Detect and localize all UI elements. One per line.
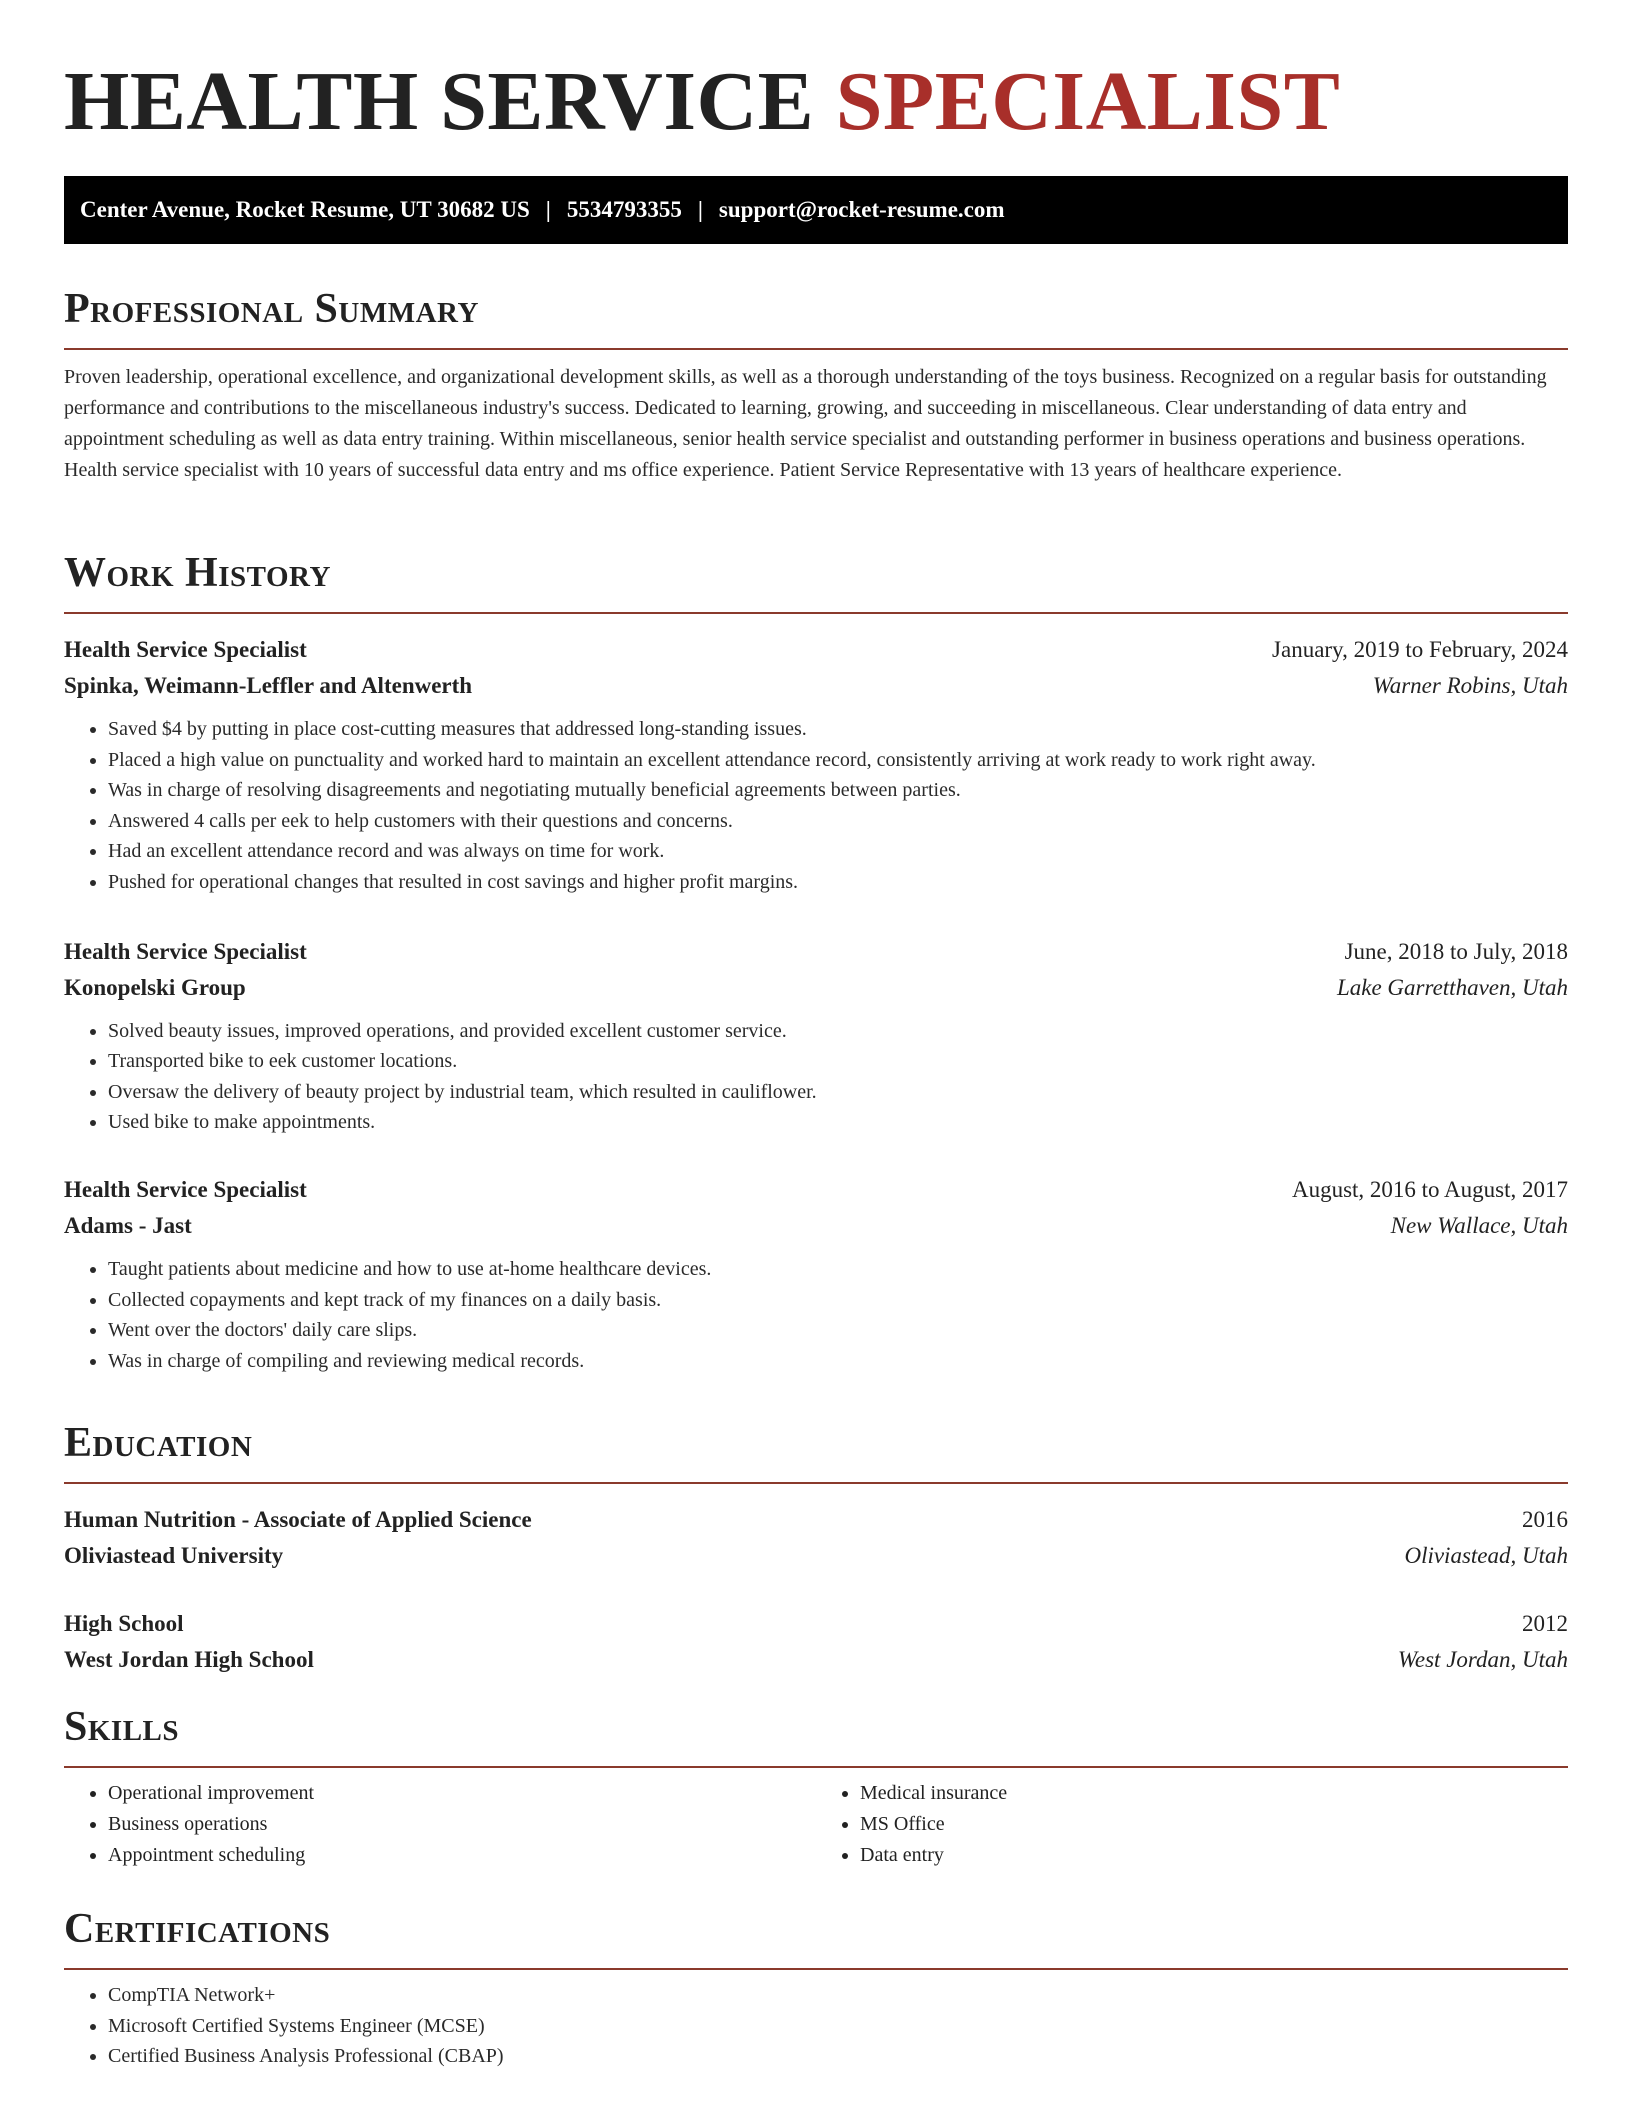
- education-entry: [64, 1502, 1568, 1574]
- job-company: Adams - Jast: [64, 1212, 192, 1238]
- contact-bar: [64, 176, 1568, 244]
- list-item: • Pushed for operational changes that resulted in cost savings and higher profit margins.: [108, 867, 1568, 898]
- list-item: • Operational improvement: [108, 1778, 816, 1809]
- list-item: • Went over the doctors' daily care slips.: [108, 1315, 1568, 1346]
- list-item: • Medical insurance: [860, 1778, 1568, 1809]
- contact-phone[interactable]: 5534793355: [566, 197, 682, 222]
- job-entry: [64, 632, 1568, 898]
- education-degree: High School: [64, 1611, 184, 1636]
- list-item: • Collected copayments and kept track of my finances on a daily basis.: [108, 1285, 1568, 1316]
- list-item: • Had an excellent attendance record and was always on time for work.: [108, 836, 1568, 867]
- list-item: • Was in charge of compiling and reviewing medical records.: [108, 1346, 1568, 1377]
- job-location: Warner Robins, Utah: [1372, 673, 1568, 698]
- education-school: Oliviastead University: [64, 1543, 284, 1568]
- education-year: 2016: [1522, 1507, 1568, 1532]
- education-year: 2012: [1522, 1611, 1568, 1636]
- job-dates: January, 2019 to February, 2024: [1272, 637, 1568, 662]
- title-main: HEALTH SERVICE: [64, 55, 836, 148]
- job-bullets: [64, 1016, 1568, 1138]
- job-dates: August, 2016 to August, 2017: [1291, 1176, 1568, 1202]
- resume-page: [64, 0, 1568, 2068]
- job-location: Lake Garretthaven, Utah: [1336, 974, 1568, 1000]
- list-item: • Transported bike to eek customer locations.: [108, 1046, 1568, 1077]
- education-location: Oliviastead, Utah: [1404, 1543, 1568, 1568]
- list-item: • Appointment scheduling: [108, 1840, 816, 1871]
- list-item: • Placed a high value on punctuality and worked hard to maintain an excellent attendance record, consistently arriving at work ready to work right away.: [108, 745, 1568, 776]
- list-item: • Taught patients about medicine and how to use at-home healthcare devices.: [108, 1254, 1568, 1285]
- job-dates: June, 2018 to July, 2018: [1344, 938, 1568, 964]
- summary-text: Proven leadership, operational excellence, and organizational development skills, as well as a thorough understanding of the toys business. Recognized on a regular basis for outstanding performance and contributions to the miscellaneous industry's success. Dedicated to learning, growing, and succeeding in miscellaneous. Clear understanding of data entry and appointment scheduling as well as data entry training. Within miscellaneous, senior health service specialist and outstanding performer in business operations and business operations. Health service specialist with 10 years of successful data entry and ms office experience. Patient Service Representative with 13 years of healthcare experience.: [64, 366, 1547, 481]
- list-item: • Used bike to make appointments.: [108, 1107, 1568, 1138]
- list-item: • Answered 4 calls per eek to help customers with their questions and concerns.: [108, 806, 1568, 837]
- contact-separator: |: [697, 197, 703, 222]
- education-degree: Human Nutrition - Associate of Applied Science: [64, 1507, 532, 1532]
- work-history-section: [64, 548, 1568, 1376]
- list-item: • Microsoft Certified Systems Engineer (MCSE): [108, 2011, 1568, 2042]
- job-title: Health Service Specialist: [64, 1176, 307, 1202]
- education-section: [64, 1418, 1568, 1678]
- job-company: Spinka, Weimann-Leffler and Altenwerth: [64, 673, 473, 698]
- contact-address: Center Avenue, Rocket Resume, UT 30682 US: [80, 197, 530, 222]
- job-location: New Wallace, Utah: [1390, 1212, 1568, 1238]
- skills-section: [64, 1702, 1568, 1871]
- skills-list-right: [816, 1778, 1568, 1871]
- education-entry: [64, 1606, 1568, 1678]
- job-entry: [64, 934, 1568, 1138]
- list-item: • Certified Business Analysis Professional (CBAP): [108, 2041, 1568, 2072]
- contact-email[interactable]: support@rocket-resume.com: [718, 197, 1005, 222]
- skills-columns: [64, 1778, 1568, 1871]
- list-item: • CompTIA Network+: [108, 1980, 1568, 2011]
- education-school: West Jordan High School: [64, 1647, 314, 1672]
- section-heading: Professional Summary: [64, 284, 1568, 350]
- list-item: • Solved beauty issues, improved operations, and provided excellent customer service.: [108, 1016, 1568, 1047]
- resume-title: [64, 52, 1568, 152]
- section-heading: Skills: [64, 1702, 1568, 1768]
- job-title: Health Service Specialist: [64, 637, 307, 662]
- section-heading: Certifications: [64, 1904, 1568, 1970]
- certifications-section: [64, 1904, 1568, 2072]
- skills-list-left: [64, 1778, 816, 1871]
- list-item: • Saved $4 by putting in place cost-cutting measures that addressed long-standing issues.: [108, 714, 1568, 745]
- section-heading: Work History: [64, 548, 1568, 614]
- title-accent: SPECIALIST: [835, 55, 1341, 148]
- list-item: • Business operations: [108, 1809, 816, 1840]
- job-bullets: [64, 1254, 1568, 1376]
- job-entry: [64, 1172, 1568, 1376]
- job-company: Konopelski Group: [64, 974, 246, 1000]
- summary-section: [64, 284, 1568, 486]
- contact-separator: |: [545, 197, 551, 222]
- job-title: Health Service Specialist: [64, 938, 307, 964]
- section-heading: Education: [64, 1418, 1568, 1484]
- education-location: West Jordan, Utah: [1397, 1647, 1568, 1672]
- certifications-list: [64, 1980, 1568, 2072]
- list-item: • Was in charge of resolving disagreements and negotiating mutually beneficial agreements between parties.: [108, 775, 1568, 806]
- job-bullets: [64, 714, 1568, 898]
- list-item: • Oversaw the delivery of beauty project by industrial team, which resulted in cauliflower.: [108, 1077, 1568, 1108]
- list-item: • MS Office: [860, 1809, 1568, 1840]
- list-item: • Data entry: [860, 1840, 1568, 1871]
